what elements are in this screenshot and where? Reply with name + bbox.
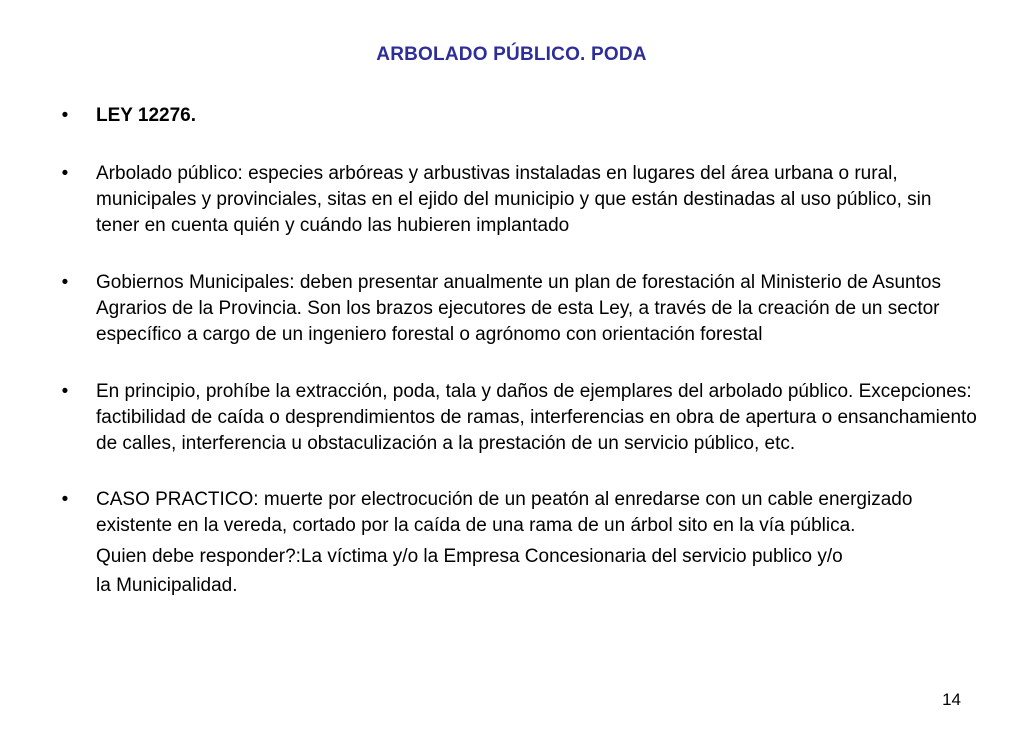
bullet-text-municipal-governments: Gobiernos Municipales: deben presentar anualmente un plan de forestación al Ministerio de Asuntos Agrarios de la Provincia. Son los brazos ejecutores de esta Ley, a través de la creación de un sector específico a cargo de un ingeniero forestal o agrónomo con orientación forestal xyxy=(96,272,941,345)
bullet-dot-icon: • xyxy=(61,105,69,126)
bullet-item xyxy=(58,270,978,348)
bullet-dot-icon: • xyxy=(61,489,69,510)
bullet-list xyxy=(58,103,978,600)
bullet-text-prohibition: En principio, prohíbe la extracción, poda, tala y daños de ejemplares del arbolado público. Excepciones: factibilidad de caída o desprendimientos de ramas, interferencias en obra de apertura o ensanchamiento de calles, interferencia u obstaculización a la prestación de un servicio público, etc. xyxy=(96,381,977,454)
bullet-dot-icon: • xyxy=(61,381,69,402)
continuation-line: Quien debe responder?:La víctima y/o la Empresa Concesionaria del servicio publico y/o xyxy=(96,546,843,567)
bullet-text-definition: Arbolado público: especies arbóreas y arbustivas instaladas en lugares del área urbana o rural, municipales y provinciales, sitas en el ejido del municipio y que están destinadas al uso público, sin tener en cuenta quién y cuándo las hubieren implantado xyxy=(96,163,932,236)
bullet-item xyxy=(58,487,978,539)
bullet-item xyxy=(58,103,978,129)
bullet-text-case: CASO PRACTICO: muerte por electrocución de un peatón al enredarse con un cable energizado existente en la vereda, cortado por la caída de una rama de un árbol sito en la vía pública. xyxy=(96,489,913,536)
bullet-dot-icon: • xyxy=(61,272,69,293)
bullet-dot-icon: • xyxy=(61,163,69,184)
continuation-line: la Municipalidad. xyxy=(96,575,238,596)
continuation-text xyxy=(58,542,978,600)
page-number: 14 xyxy=(942,690,961,709)
bullet-item xyxy=(58,161,978,239)
bullet-text-law: LEY 12276. xyxy=(96,105,197,126)
slide-title: ARBOLADO PÚBLICO. PODA xyxy=(376,44,647,65)
bullet-item xyxy=(58,379,978,457)
